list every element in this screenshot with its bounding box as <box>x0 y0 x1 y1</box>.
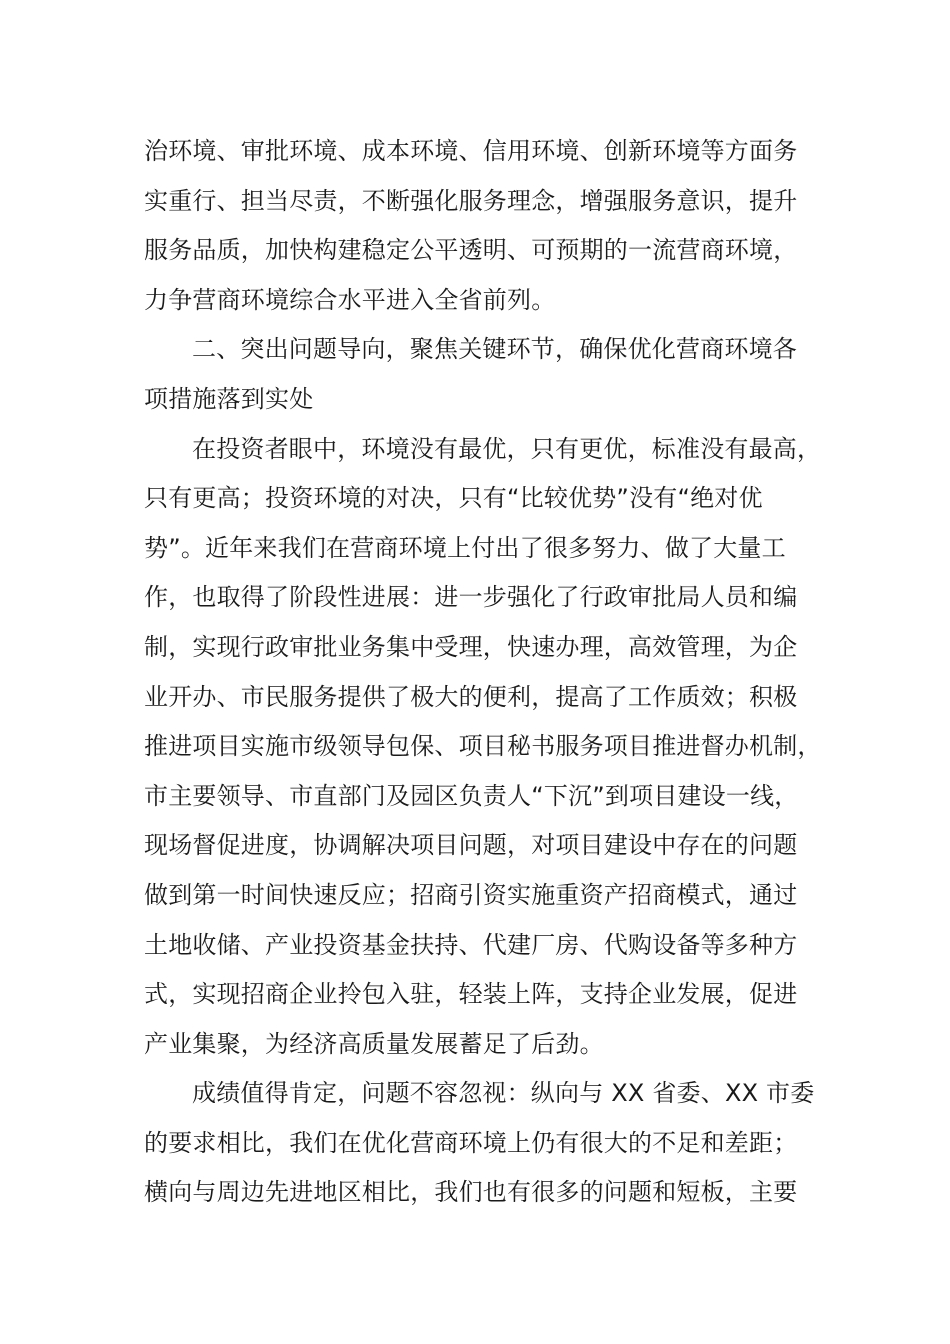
text-line: 业开办、市民服务提供了极大的便利，提高了工作质效；积极 <box>144 682 798 711</box>
text-line: 在投资者眼中，环境没有最优，只有更优，标准没有最高， <box>192 434 822 463</box>
text-line: 土地收储、产业投资基金扶持、代建厂房、代购设备等多种方 <box>144 930 798 959</box>
document-body <box>144 127 824 1218</box>
text-line: 作，也取得了阶段性进展：进一步强化了行政审批局人员和编 <box>144 583 798 612</box>
text-line: 治环境、审批环境、成本环境、信用环境、创新环境等方面务 <box>144 137 798 165</box>
section-heading-line: 项措施落到实处 <box>144 384 314 413</box>
text-line: 做到第一时间快速反应；招商引资实施重资产招商模式，通过 <box>144 880 798 909</box>
section-heading-line: 二、突出问题导向，聚焦关键环节，确保优化营商环境各 <box>192 335 797 364</box>
text-line: 实重行、担当尽责，不断强化服务理念，增强服务意识，提升 <box>144 186 798 215</box>
text-line: 力争营商环境综合水平进入全省前列。 <box>144 285 556 314</box>
text-line: 横向与周边先进地区相比，我们也有很多的问题和短板，主要 <box>144 1178 798 1207</box>
text-line: 的要求相比，我们在优化营商环境上仍有很大的不足和差距； <box>144 1128 798 1157</box>
text-line: 制，实现行政审批业务集中受理，快速办理，高效管理，为企 <box>144 632 798 661</box>
text-line: 服务品质，加快构建稳定公平透明、可预期的一流营商环境， <box>144 236 798 265</box>
text-line: 推进项目实施市级领导包保、项目秘书服务项目推进督办机制， <box>144 732 822 761</box>
text-line: 只有更高；投资环境的对决，只有“比较优势”没有“绝对优 <box>144 484 763 513</box>
text-line: 成绩值得肯定，问题不容忽视：纵向与 XX 省委、XX 市委 <box>192 1079 815 1108</box>
text-line: 式，实现招商企业拎包入驻，轻装上阵，支持企业发展，促进 <box>144 980 798 1009</box>
text-line: 现场督促进度，协调解决项目问题，对项目建设中存在的问题 <box>144 831 798 860</box>
text-line: 市主要领导、市直部门及园区负责人“下沉”到项目建设一线， <box>144 781 799 810</box>
text-line: 势”。近年来我们在营商环境上付出了很多努力、做了大量工 <box>144 533 786 562</box>
text-line: 产业集聚，为经济高质量发展蓄足了后劲。 <box>144 1029 604 1058</box>
